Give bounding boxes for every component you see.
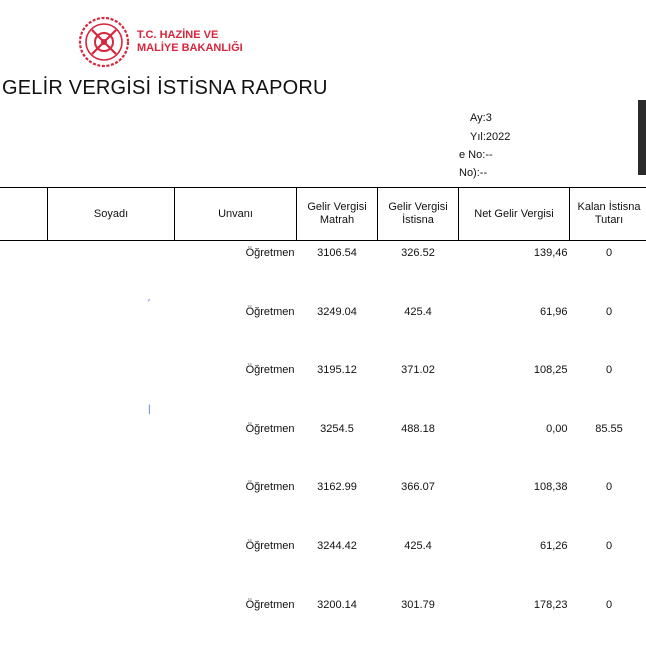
cell-net: 178,23 <box>459 593 570 651</box>
cell-name <box>0 534 48 593</box>
brand-line-2: MALİYE BAKANLIĞI <box>137 42 243 55</box>
table-row <box>0 593 646 651</box>
brand-line-1: T.C. HAZİNE VE <box>137 29 243 42</box>
meta-no-1-value: -- <box>485 149 492 161</box>
col-header-unvani: Unvanı <box>175 188 297 241</box>
cell-matrah: 3249.04 <box>297 300 378 359</box>
cell-istisna: 366.07 <box>378 475 459 534</box>
cell-name <box>0 417 48 476</box>
cell-matrah: 3244.42 <box>297 534 378 593</box>
cell-kalan: 0 <box>570 241 646 300</box>
cell-kalan: 0 <box>570 300 646 359</box>
cell-istisna: 301.79 <box>378 593 459 651</box>
cell-net: 61,26 <box>459 534 570 593</box>
cell-istisna: 371.02 <box>378 358 459 417</box>
cell-kalan: 0 <box>570 358 646 417</box>
cell-net: 139,46 <box>459 241 570 300</box>
cell-istisna: 488.18 <box>378 417 459 476</box>
meta-no-1-label: e No <box>459 149 482 161</box>
table-row <box>0 300 646 359</box>
cell-matrah: 3254.5 <box>297 417 378 476</box>
col-header-matrah: Gelir Vergisi Matrah <box>297 188 378 241</box>
col-header-soyadi: Soyadı <box>48 188 175 241</box>
cell-net: 108,25 <box>459 358 570 417</box>
cell-soyadi <box>48 241 175 300</box>
redaction-mark: | <box>148 404 151 415</box>
cell-unvan: Öğretmen <box>175 417 297 476</box>
cell-unvan: Öğretmen <box>175 534 297 593</box>
table-row <box>0 534 646 593</box>
cell-soyadi <box>48 593 175 651</box>
cell-kalan: 0 <box>570 593 646 651</box>
cell-name <box>0 358 48 417</box>
cell-soyadi <box>48 534 175 593</box>
cell-net: 61,96 <box>459 300 570 359</box>
table-row <box>0 475 646 534</box>
meta-no-2-label: No) <box>459 167 477 179</box>
cell-soyadi <box>48 417 175 476</box>
cell-matrah: 3106.54 <box>297 241 378 300</box>
report-title: GELİR VERGİSİ İSTİSNA RAPORU <box>2 77 328 100</box>
cell-matrah: 3195.12 <box>297 358 378 417</box>
meta-month-value: 3 <box>486 112 492 124</box>
ministry-emblem-icon <box>78 16 130 68</box>
adjacent-window-edge <box>638 100 646 175</box>
meta-year-label: Yıl <box>470 131 483 143</box>
col-header-name <box>0 188 48 241</box>
meta-month-label: Ay <box>470 112 483 124</box>
cell-istisna: 425.4 <box>378 300 459 359</box>
table-row <box>0 417 646 476</box>
cell-istisna: 326.52 <box>378 241 459 300</box>
meta-no-2: No):-- <box>459 167 487 179</box>
cell-matrah: 3162.99 <box>297 475 378 534</box>
meta-no-2-value: -- <box>480 167 487 179</box>
cell-name <box>0 241 48 300</box>
table-row <box>0 241 646 300</box>
cell-unvan: Öğretmen <box>175 241 297 300</box>
cell-unvan: Öğretmen <box>175 593 297 651</box>
cell-kalan: 85.55 <box>570 417 646 476</box>
report-table <box>0 187 646 651</box>
ministry-name <box>137 29 243 55</box>
meta-year-value: 2022 <box>486 131 510 143</box>
meta-no-1: e No:-- <box>459 149 493 161</box>
redaction-mark: ′ <box>148 298 150 309</box>
cell-net: 0,00 <box>459 417 570 476</box>
col-header-kalan: Kalan İstisna Tutarı <box>570 188 646 241</box>
cell-unvan: Öğretmen <box>175 475 297 534</box>
table-header-row <box>0 188 646 241</box>
cell-name <box>0 475 48 534</box>
col-header-istisna: Gelir Vergisi İstisna <box>378 188 459 241</box>
cell-istisna: 425.4 <box>378 534 459 593</box>
cell-name <box>0 300 48 359</box>
meta-year: Yıl:2022 <box>470 131 510 143</box>
cell-unvan: Öğretmen <box>175 358 297 417</box>
cell-soyadi <box>48 358 175 417</box>
col-header-net: Net Gelir Vergisi <box>459 188 570 241</box>
meta-month: Ay:3 <box>470 112 492 124</box>
cell-net: 108,38 <box>459 475 570 534</box>
cell-unvan: Öğretmen <box>175 300 297 359</box>
cell-kalan: 0 <box>570 475 646 534</box>
cell-name <box>0 593 48 651</box>
cell-matrah: 3200.14 <box>297 593 378 651</box>
cell-soyadi <box>48 300 175 359</box>
cell-soyadi <box>48 475 175 534</box>
table-row <box>0 358 646 417</box>
cell-kalan: 0 <box>570 534 646 593</box>
